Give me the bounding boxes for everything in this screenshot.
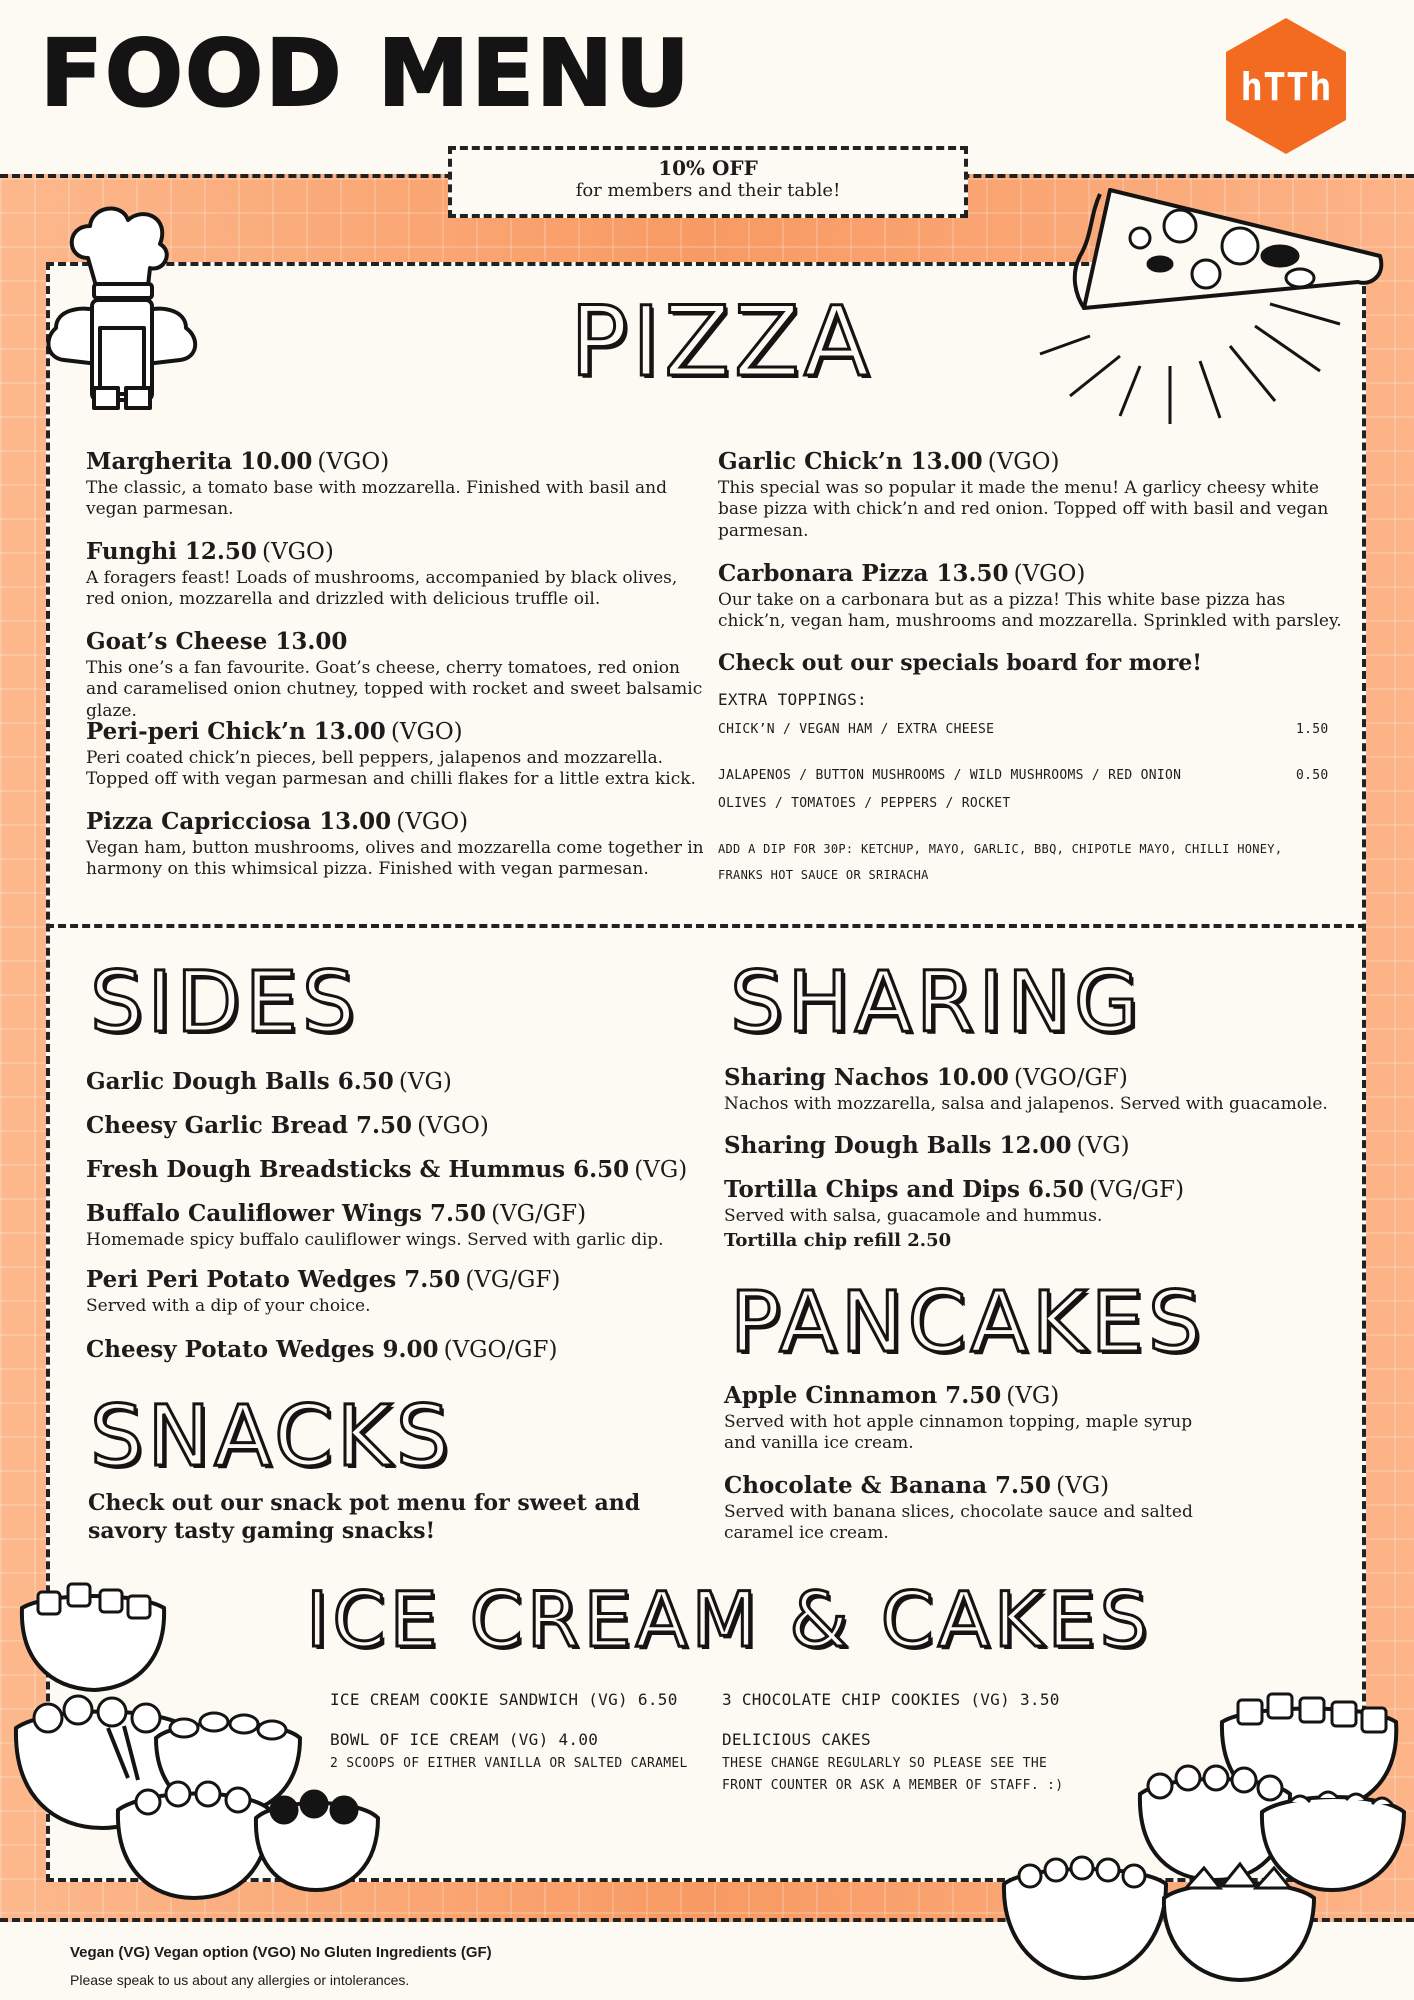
item-tag: (VGO): [262, 539, 334, 565]
menu-item: [86, 538, 706, 611]
item-tag: (VG): [1056, 1473, 1110, 1499]
snacks-note: savory tasty gaming snacks!: [88, 1518, 436, 1544]
item-desc: Served with hot apple cinnamon topping, maple syrup and vanilla ice cream.: [724, 1412, 1193, 1454]
menu-item: [724, 1176, 1344, 1227]
item-tag: (VGO): [390, 719, 463, 745]
menu-item: [724, 1472, 1324, 1545]
icecream-item-desc: FRONT COUNTER OR ASK A MEMBER OF STAFF. :): [722, 1778, 1064, 1793]
item-name: Sharing Nachos 10.00: [724, 1064, 1009, 1091]
item-desc: A foragers feast! Loads of mushrooms, accompanied by black olives, red onion, mozzarella and drizzled with delicious truffle oil.: [86, 568, 678, 610]
item-tag: (VGO/GF): [443, 1337, 558, 1363]
item-name: Goat’s Cheese 13.00: [86, 628, 348, 655]
logo-icon: [1222, 16, 1350, 156]
extras-line: CHICK’N / VEGAN HAM / EXTRA CHEESE: [718, 722, 995, 737]
refill-note: Tortilla chip refill 2.50: [724, 1230, 952, 1251]
extras-price: 1.50: [1296, 722, 1329, 737]
dip-line: FRANKS HOT SAUCE OR SRIRACHA: [718, 868, 929, 882]
sharing-section-title: SHARING: [730, 953, 1144, 1051]
icecream-item-desc: 2 SCOOPS OF EITHER VANILLA OR SALTED CARAMEL: [330, 1756, 688, 1771]
icecream-section-title: ICE CREAM & CAKES: [306, 1575, 1152, 1664]
menu-item: [86, 1112, 706, 1139]
menu-item: [724, 1064, 1344, 1115]
icecream-item: ICE CREAM COOKIE SANDWICH (VG) 6.50: [330, 1690, 678, 1709]
menu-item: [86, 1068, 706, 1095]
item-desc: Served with a dip of your choice.: [86, 1296, 371, 1316]
page-title: FOOD MENU: [40, 20, 692, 127]
item-name: Carbonara Pizza 13.50: [718, 560, 1009, 587]
item-name: Fresh Dough Breadsticks & Hummus 6.50: [86, 1156, 630, 1183]
extras-title: EXTRA TOPPINGS:: [718, 690, 867, 709]
promo-box: [448, 146, 968, 218]
menu-item: [86, 718, 706, 791]
menu-item: [718, 448, 1348, 542]
item-name: Apple Cinnamon 7.50: [724, 1382, 1002, 1409]
menu-item: [724, 1132, 1344, 1159]
item-tag: (VG/GF): [465, 1267, 561, 1293]
menu-item: [86, 808, 706, 881]
item-desc: Served with salsa, guacamole and hummus.: [724, 1206, 1103, 1226]
item-tag: (VG/GF): [1089, 1177, 1185, 1203]
item-name: Garlic Dough Balls 6.50: [86, 1068, 394, 1095]
specials-note: Check out our specials board for more!: [718, 650, 1202, 676]
chef-icon: [36, 188, 206, 418]
snack-bowls-left-icon: [8, 1578, 388, 1908]
item-tag: (VG): [1006, 1383, 1060, 1409]
item-desc: Our take on a carbonara but as a pizza! This white base pizza has chick’n, vegan ham, mushrooms and mozzarella. Sprinkled with parsley.: [718, 590, 1342, 632]
item-tag: (VGO): [1013, 561, 1086, 587]
item-tag: (VGO): [987, 449, 1060, 475]
sides-section-title: SIDES: [90, 953, 360, 1051]
item-desc: Nachos with mozzarella, salsa and jalapenos. Served with guacamole.: [724, 1094, 1328, 1114]
icecream-item: 3 CHOCOLATE CHIP COOKIES (VG) 3.50: [722, 1690, 1060, 1709]
menu-item: [86, 1200, 706, 1251]
item-name: Pizza Capricciosa 13.00: [86, 808, 392, 835]
snack-bowls-right-icon: [1000, 1694, 1406, 1994]
item-name: Buffalo Cauliflower Wings 7.50: [86, 1200, 486, 1227]
logo-text: hTTh: [1240, 65, 1332, 109]
item-tag: (VGO/GF): [1013, 1065, 1128, 1091]
snacks-section-title: SNACKS: [90, 1387, 454, 1485]
dietary-legend: Vegan (VG) Vegan option (VGO) No Gluten Ingredients (GF): [70, 1944, 492, 1961]
menu-item: [86, 628, 706, 722]
item-tag: (VG): [1076, 1133, 1130, 1159]
menu-item: [718, 560, 1348, 633]
item-tag: (VGO): [396, 809, 469, 835]
item-name: Garlic Chick’n 13.00: [718, 448, 983, 475]
item-desc: This one’s a fan favourite. Goat’s cheese, cherry tomatoes, red onion and caramelised onion chutney, topped with rocket and sweet balsamic glaze.: [86, 658, 703, 721]
item-desc: This special was so popular it made the menu! A garlicy cheesy white base pizza with chick’n and red onion. Topped off with basil and vegan parmesan.: [718, 478, 1329, 541]
item-desc: The classic, a tomato base with mozzarella. Finished with basil and vegan parmesan.: [86, 478, 667, 520]
menu-item: [724, 1382, 1324, 1455]
item-desc: Homemade spicy buffalo cauliflower wings. Served with garlic dip.: [86, 1230, 664, 1250]
item-name: Margherita 10.00: [86, 448, 313, 475]
item-tag: (VGO): [317, 449, 390, 475]
extras-line: JALAPENOS / BUTTON MUSHROOMS / WILD MUSHROOMS / RED ONION: [718, 768, 1182, 783]
item-name: Cheesy Garlic Bread 7.50: [86, 1112, 412, 1139]
menu-item: [86, 1156, 716, 1183]
item-name: Sharing Dough Balls 12.00: [724, 1132, 1072, 1159]
pancakes-section-title: PANCAKES: [730, 1273, 1206, 1371]
item-name: Peri Peri Potato Wedges 7.50: [86, 1266, 461, 1293]
item-name: Cheesy Potato Wedges 9.00: [86, 1336, 439, 1363]
item-name: Tortilla Chips and Dips 6.50: [724, 1176, 1084, 1203]
item-name: Funghi 12.50: [86, 538, 257, 565]
pizza-section-title: PIZZA: [570, 286, 874, 398]
allergy-note: Please speak to us about any allergies or intolerances.: [70, 1972, 410, 1988]
item-desc: Served with banana slices, chocolate sauce and salted caramel ice cream.: [724, 1502, 1193, 1544]
item-tag: (VGO): [417, 1113, 489, 1139]
icecream-item: DELICIOUS CAKES: [722, 1730, 871, 1749]
snacks-note: Check out our snack pot menu for sweet and: [88, 1490, 641, 1516]
item-desc: Vegan ham, button mushrooms, olives and mozzarella come together in harmony on this whimsical pizza. Finished with vegan parmesan.: [86, 838, 704, 880]
dip-line: ADD A DIP FOR 30P: KETCHUP, MAYO, GARLIC, BBQ, CHIPOTLE MAYO, CHILLI HONEY,: [718, 842, 1283, 856]
menu-item: [86, 448, 706, 521]
item-tag: (VG/GF): [491, 1201, 587, 1227]
icecream-item: BOWL OF ICE CREAM (VG) 4.00: [330, 1730, 599, 1749]
menu-item: [86, 1336, 706, 1363]
extras-line: OLIVES / TOMATOES / PEPPERS / ROCKET: [718, 796, 1011, 811]
promo-sub: for members and their table!: [575, 180, 841, 201]
item-tag: (VG): [398, 1069, 452, 1095]
item-name: Chocolate & Banana 7.50: [724, 1472, 1052, 1499]
section-divider: [46, 924, 1366, 928]
pizza-slice-icon: [1030, 186, 1390, 426]
item-desc: Peri coated chick’n pieces, bell peppers, jalapenos and mozzarella. Topped off with vegan parmesan and chilli flakes for a little extra kick.: [86, 748, 696, 790]
extras-price: 0.50: [1296, 768, 1329, 783]
item-tag: (VG): [634, 1157, 688, 1183]
icecream-item-desc: THESE CHANGE REGULARLY SO PLEASE SEE THE: [722, 1756, 1048, 1771]
promo-headline: 10% OFF: [658, 156, 758, 180]
menu-item: [86, 1266, 706, 1317]
item-name: Peri-peri Chick’n 13.00: [86, 718, 386, 745]
